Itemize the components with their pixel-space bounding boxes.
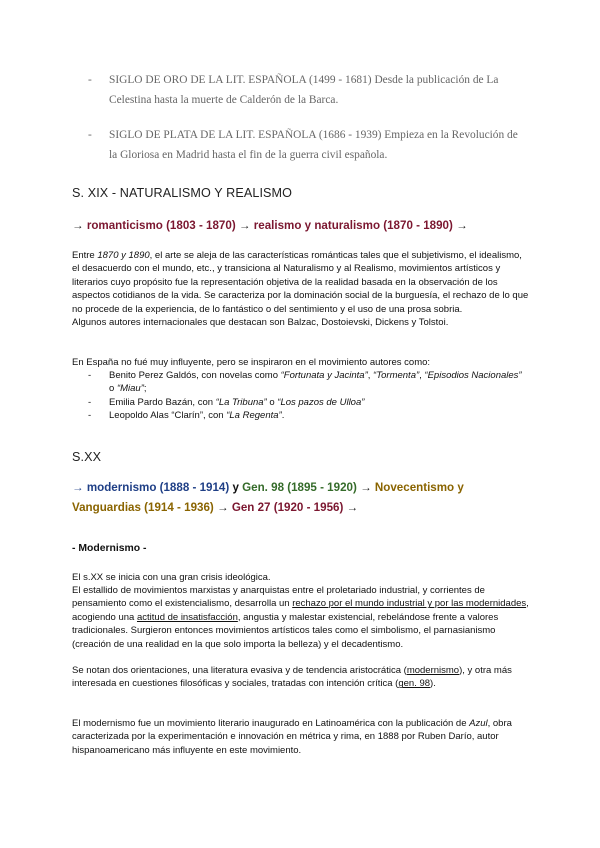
movement-novecentismo: Novecentismo y Vanguardias (1914 - 1936): [72, 481, 464, 514]
movement-modernismo: modernismo (1888 - 1914): [86, 481, 230, 494]
arrow: →: [72, 219, 87, 232]
text-run-italic: 1870 y 1890: [97, 250, 150, 261]
movement-timeline-xix: [72, 216, 528, 236]
text-run: Benito Perez Galdós, con novelas como: [109, 370, 281, 381]
text-run: ,: [367, 370, 374, 381]
arrow: →: [213, 501, 232, 514]
work-title: “Los pazos de Ulloa”: [277, 396, 365, 408]
movement-gen-27: Gen 27 (1920 - 1956): [231, 501, 344, 514]
movement-timeline-xx: [72, 478, 528, 518]
arrow: →: [72, 481, 87, 494]
list-item: [88, 369, 528, 396]
bullet-dash: -: [88, 129, 92, 141]
text-line: Algunos autores internacionales que destacan son Balzac, Dostoievski, Dickens y Tolstoi.: [72, 317, 449, 329]
underlined-text: rechazo por el mundo industrial y por las modernidades: [292, 598, 527, 610]
subheading-modernismo: - Modernismo -: [72, 543, 147, 554]
text-run: o: [109, 383, 117, 395]
author-list: [88, 369, 528, 423]
work-title: “Episodios Nacionales”: [424, 370, 522, 381]
list-item: [88, 396, 528, 409]
work-title: Azul: [469, 718, 488, 729]
section-heading-xix: S. XIX - NATURALISMO Y REALISMO: [72, 186, 293, 200]
period-text: SIGLO DE PLATA DE LA LIT. ESPAÑOLA (1686 - 1939) Empieza en la Revolución de la Gloriosa en Madrid hasta el fin de la guerra civil española.: [109, 129, 518, 161]
text-run: Se notan dos orientaciones, una literatura evasiva y de tendencia aristocrática (: [72, 665, 407, 676]
period-text: SIGLO DE ORO DE LA LIT. ESPAÑOLA (1499 - 1681) Desde la publicación de La Celestina hasta la muerte de Calderón de la Barca.: [109, 74, 499, 106]
text-line: [72, 717, 530, 757]
text-run: o: [266, 396, 278, 408]
text-line: [72, 584, 530, 651]
text-run: ).: [430, 678, 436, 690]
text-run: ), y otra más interesada en cuestiones filosóficas y sociales, tratadas con intención crítica (: [72, 665, 512, 690]
text-run: y: [229, 481, 243, 494]
list-item: [88, 409, 528, 422]
paragraph-realismo-intro: [72, 249, 530, 329]
arrow: →: [343, 501, 359, 514]
underlined-text: modernismo: [406, 665, 460, 676]
movement-realismo-naturalismo: realismo y naturalismo (1870 - 1890): [253, 219, 453, 232]
work-title: “La Tribuna”: [215, 396, 267, 408]
text-run: Entre: [72, 250, 98, 261]
text-run: , obra caracterizada por la experimentación e innovación en métrica y rima, en 1888 por Ruben Darío, autor hispanoamericano más influyente en este movimiento.: [72, 718, 512, 756]
text-run: El modernismo fue un movimiento literario inaugurado en Latinoamérica con la publicación de: [72, 718, 470, 729]
period-item-siglo-de-plata: [88, 125, 528, 165]
bullet-dash: -: [88, 396, 92, 408]
period-item-siglo-de-oro: [88, 70, 528, 110]
work-title: “Tormenta”: [373, 370, 420, 381]
text-line: [72, 249, 530, 316]
text-run: , acogiendo una: [72, 598, 529, 623]
bullet-dash: -: [88, 370, 92, 381]
section-heading-xx: S.XX: [72, 450, 102, 464]
underlined-text: actitud de insatisfacción: [136, 611, 238, 623]
work-title: “Fortunata y Jacinta”: [280, 370, 368, 381]
paragraph-spain-intro: En España no fué muy influyente, pero se inspiraron en el movimiento autores como:: [72, 357, 431, 368]
bullet-dash: -: [88, 410, 92, 422]
text-run: , angustia y malestar existencial, rebelándose frente a valores tradicionales. Surgieron entonces movimientos artísticos tales como el simbolismo, el parnasianismo (creación de una realidad en la que solo importa la belleza) y el decadentismo.: [72, 611, 499, 650]
bullet-dash: -: [88, 74, 92, 86]
movement-romanticismo: romanticismo (1803 - 1870): [86, 219, 236, 232]
arrow: →: [452, 219, 468, 232]
text-run: Leopoldo Alas “Clarín”, con: [109, 410, 227, 422]
text-run: , el arte se aleja de las características románticas tales que el subjetivismo, el idealismo, el desacuerdo con el mundo, etc., y transiciona al Naturalismo y al Realismo, movimientos artísticos y literarios cuyo propósito fue la representación objetiva de la realidad basada en la observación de los aspectos cotidianos de la vida. Se caracteriza por la dominación social de la burguesía, el rechazo de lo que no procede de la experiencia, de lo fantástico o del sentimiento y el uso de una prosa sobria.: [72, 250, 529, 315]
text-run: ,: [419, 370, 425, 381]
movement-gen-98: Gen. 98 (1895 - 1920): [242, 481, 357, 494]
paragraph-crisis: El s.XX se inicia con una gran crisis ideológica.: [72, 572, 271, 583]
arrow: →: [356, 481, 375, 494]
text-run: .: [281, 410, 285, 422]
arrow: →: [235, 219, 254, 232]
paragraph-modernismo-origin: [72, 717, 530, 757]
underlined-text: gen. 98: [398, 678, 431, 690]
text-run: ;: [143, 383, 147, 395]
text-line: [72, 664, 530, 691]
work-title: “Miau”: [116, 383, 144, 395]
work-title: “La Regenta”: [226, 410, 282, 422]
text-run: El estallido de movimientos marxistas y anarquistas entre el proletariado industrial, y corrientes de pensamiento como el existencialismo, desarrolla un: [72, 585, 485, 610]
paragraph-movements: [72, 584, 530, 651]
paragraph-orientations: [72, 664, 530, 691]
text-run: Emilia Pardo Bazán, con: [109, 396, 216, 408]
